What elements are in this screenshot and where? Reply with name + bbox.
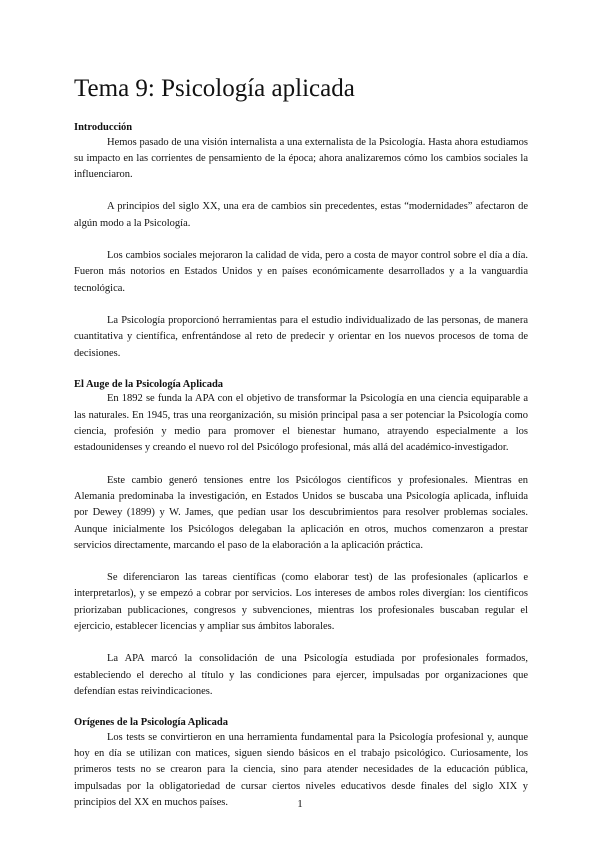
paragraph: La APA marcó la consolidación de una Psicología estudiada por profesionales formados, estableciendo el derecho al título y las condiciones para ejercer, impulsadas por organizaciones que defendían estas reivindicaciones. [74, 653, 528, 697]
paragraph: Se diferenciaron las tareas científicas (como elaborar test) de las profesionales (aplicarlos e interpretarlos), y se empezó a cobrar por servicios. Los intereses de ambos roles divergían: los científicos priorizaban publicaciones, congresos y subvenciones, mientras los profesionales buscaban regular el ejercicio, establecer licencias y ampliar sus ámbitos laborales. [74, 572, 528, 633]
section-heading-origenes: Orígenes de la Psicología Aplicada [74, 717, 228, 729]
page-number: 1 [297, 798, 303, 810]
paragraph: Hemos pasado de una visión internalista a una externalista de la Psicología. Hasta ahora estudiamos su impacto en las corrientes de pensamiento de la época; ahora analizaremos cómo los cambios sociales la influenciaron. [74, 136, 528, 181]
paragraph: Este cambio generó tensiones entre los Psicólogos científicos y profesionales. Mientras en Alemania predominaba la investigación, en Estados Unidos se buscaba una Psicología aplicada, influida por Dewey (1899) y W. James, que pedían usar los descubrimientos para resolver problemas sociales. Aunque inicialmente los Psicólogos delegaban la aplicación en otros, muchos comenzaron a prestar servicios directamente, marcando el paso de la elaboración a la aplicación práctica. [74, 474, 528, 551]
document-page [74, 72, 528, 811]
page-title: Tema 9: Psicología aplicada [74, 75, 355, 102]
paragraph: Los cambios sociales mejoraron la calidad de vida, pero a costa de mayor control sobre el día a día. Fueron más notorios en Estados Unidos y en países económicamente desarrollados y a la vanguardia tecnológica. [74, 250, 528, 294]
paragraph: La Psicología proporcionó herramientas para el estudio individualizado de las personas, de manera cuantitativa y científica, enfrentándose al reto de predecir y orientar en los nuevos procesos de toma de decisiones. [74, 314, 528, 359]
section-heading-auge: El Auge de la Psicología Aplicada [74, 378, 224, 390]
paragraph: Los tests se convirtieron en una herramienta fundamental para la Psicología profesional y, aunque hoy en día se utilizan con matices, siguen siendo básicos en el trabajo psicológico. Curiosamente, los primeros tests no se crearon para la ciencia, sino para atender necesidades de la educación pública, impulsadas por la obligatoriedad de cursar ciertos niveles educativos desde finales del siglo XIX y principios del XX en muchos países. [74, 731, 528, 808]
section-heading-introduccion: Introducción [74, 122, 133, 133]
paragraph: A principios del siglo XX, una era de cambios sin precedentes, estas “modernidades” afectaron de algún modo a la Psicología. [74, 201, 528, 229]
paragraph: En 1892 se funda la APA con el objetivo de transformar la Psicología en una ciencia equiparable a las naturales. En 1945, tras una reorganización, su misión principal pasa a ser potenciar la Psicología como ciencia, profesión y medio para promover el bienestar humano, atrayendo especialmente a los estadounidenses y creando el nuevo rol del Psicólogo profesional, más allá del académico-investigador. [74, 393, 528, 454]
